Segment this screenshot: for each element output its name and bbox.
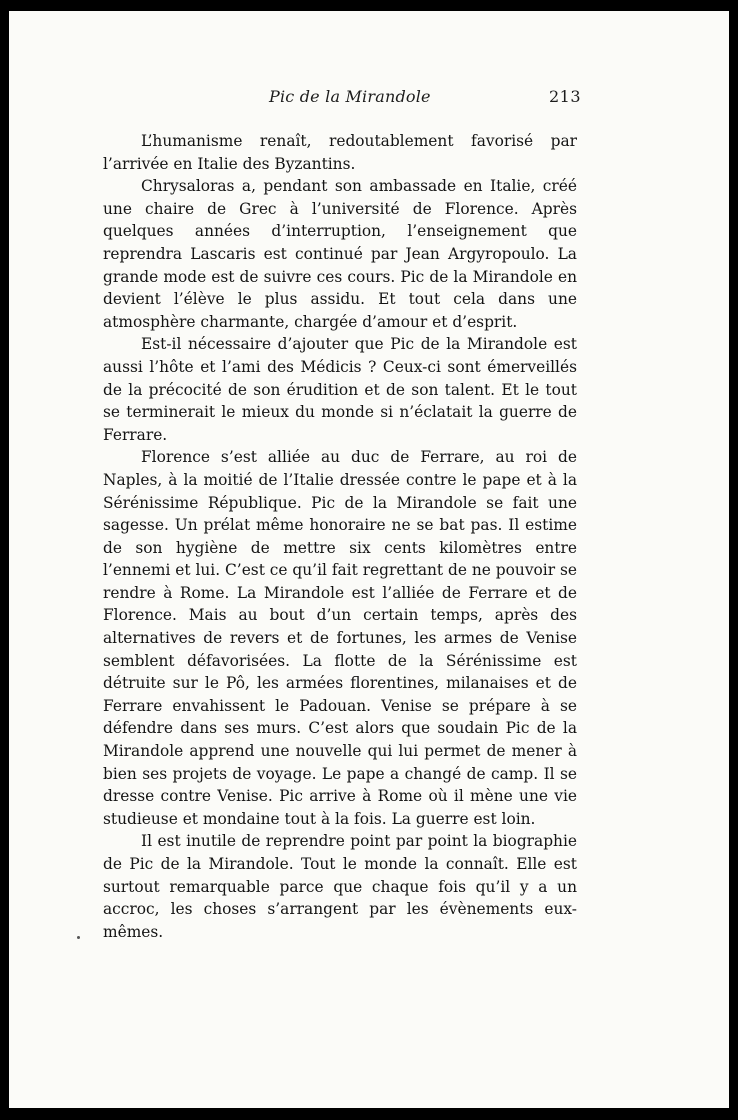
paragraph-4: Florence s’est alliée au duc de Ferrare, au roi de Naples, à la moitié de l’Italie dressée contre le pape et à la Sérénissime République. Pic de la Mirandole se fait une sagesse. Un prélat même honoraire ne se bat pas. Il estime de son hygiène de mettre six cents kilomètres entre l’ennemi et lui. C’est ce qu’il fait regrettant de ne pouvoir se rendre à Rome. La Mirandole est l’alliée de Ferrare et de Florence. Mais au bout d’un certain temps, après des alternatives de revers et de fortunes, les armes de Venise semblent défavorisées. La flotte de la Sérénissime est détruite sur le Pô, les armées florentines, milanaises et de Ferrare envahissent le Padouan. Venise se prépare à se défendre dans ses murs. C’est alors que soudain Pic de la Mirandole apprend une nouvelle qui lui permet de mener à bien ses projets de voyage. Le pape a changé de camp. Il se dresse contre Venise. Pic arrive à Rome où il mène une vie studieuse et mondaine tout à la fois. La guerre est loin. [103, 448, 577, 828]
margin-speck [77, 936, 80, 939]
book-page [9, 11, 729, 1108]
paragraph-5: Il est inutile de reprendre point par point la biographie de Pic de la Mirandole. Tout le monde la connaît. Elle est surtout remarquable parce que chaque fois qu’il y a un accroc, les choses s’arrangent par les évènements eux-mêmes. [103, 832, 577, 941]
paragraph-3: Est-il nécessaire d’ajouter que Pic de la Mirandole est aussi l’hôte et l’ami des Médicis ? Ceux-ci sont émerveillés de la précocité de son érudition et de son talent. Et le tout se terminerait le mieux du monde si n’éclatait la guerre de Ferrare. [103, 335, 577, 444]
paragraph-1: L’humanisme renaît, redoutablement favorisé par l’arrivée en Italie des Byzantins. [103, 132, 577, 173]
paragraph-2: Chrysaloras a, pendant son ambassade en Italie, créé une chaire de Grec à l’université de Florence. Après quelques années d’interruption, l’enseignement que reprendra Lascaris est continué par Jean Argyropoulo. La grande mode est de suivre ces cours. Pic de la Mirandole en devient l’élève le plus assidu. Et tout cela dans une atmosphère charmante, chargée d’amour et d’esprit. [103, 177, 577, 331]
body-text [103, 130, 577, 943]
page-number: 213 [549, 87, 582, 106]
running-head: Pic de la Mirandole [269, 87, 431, 106]
page-header [9, 87, 729, 111]
